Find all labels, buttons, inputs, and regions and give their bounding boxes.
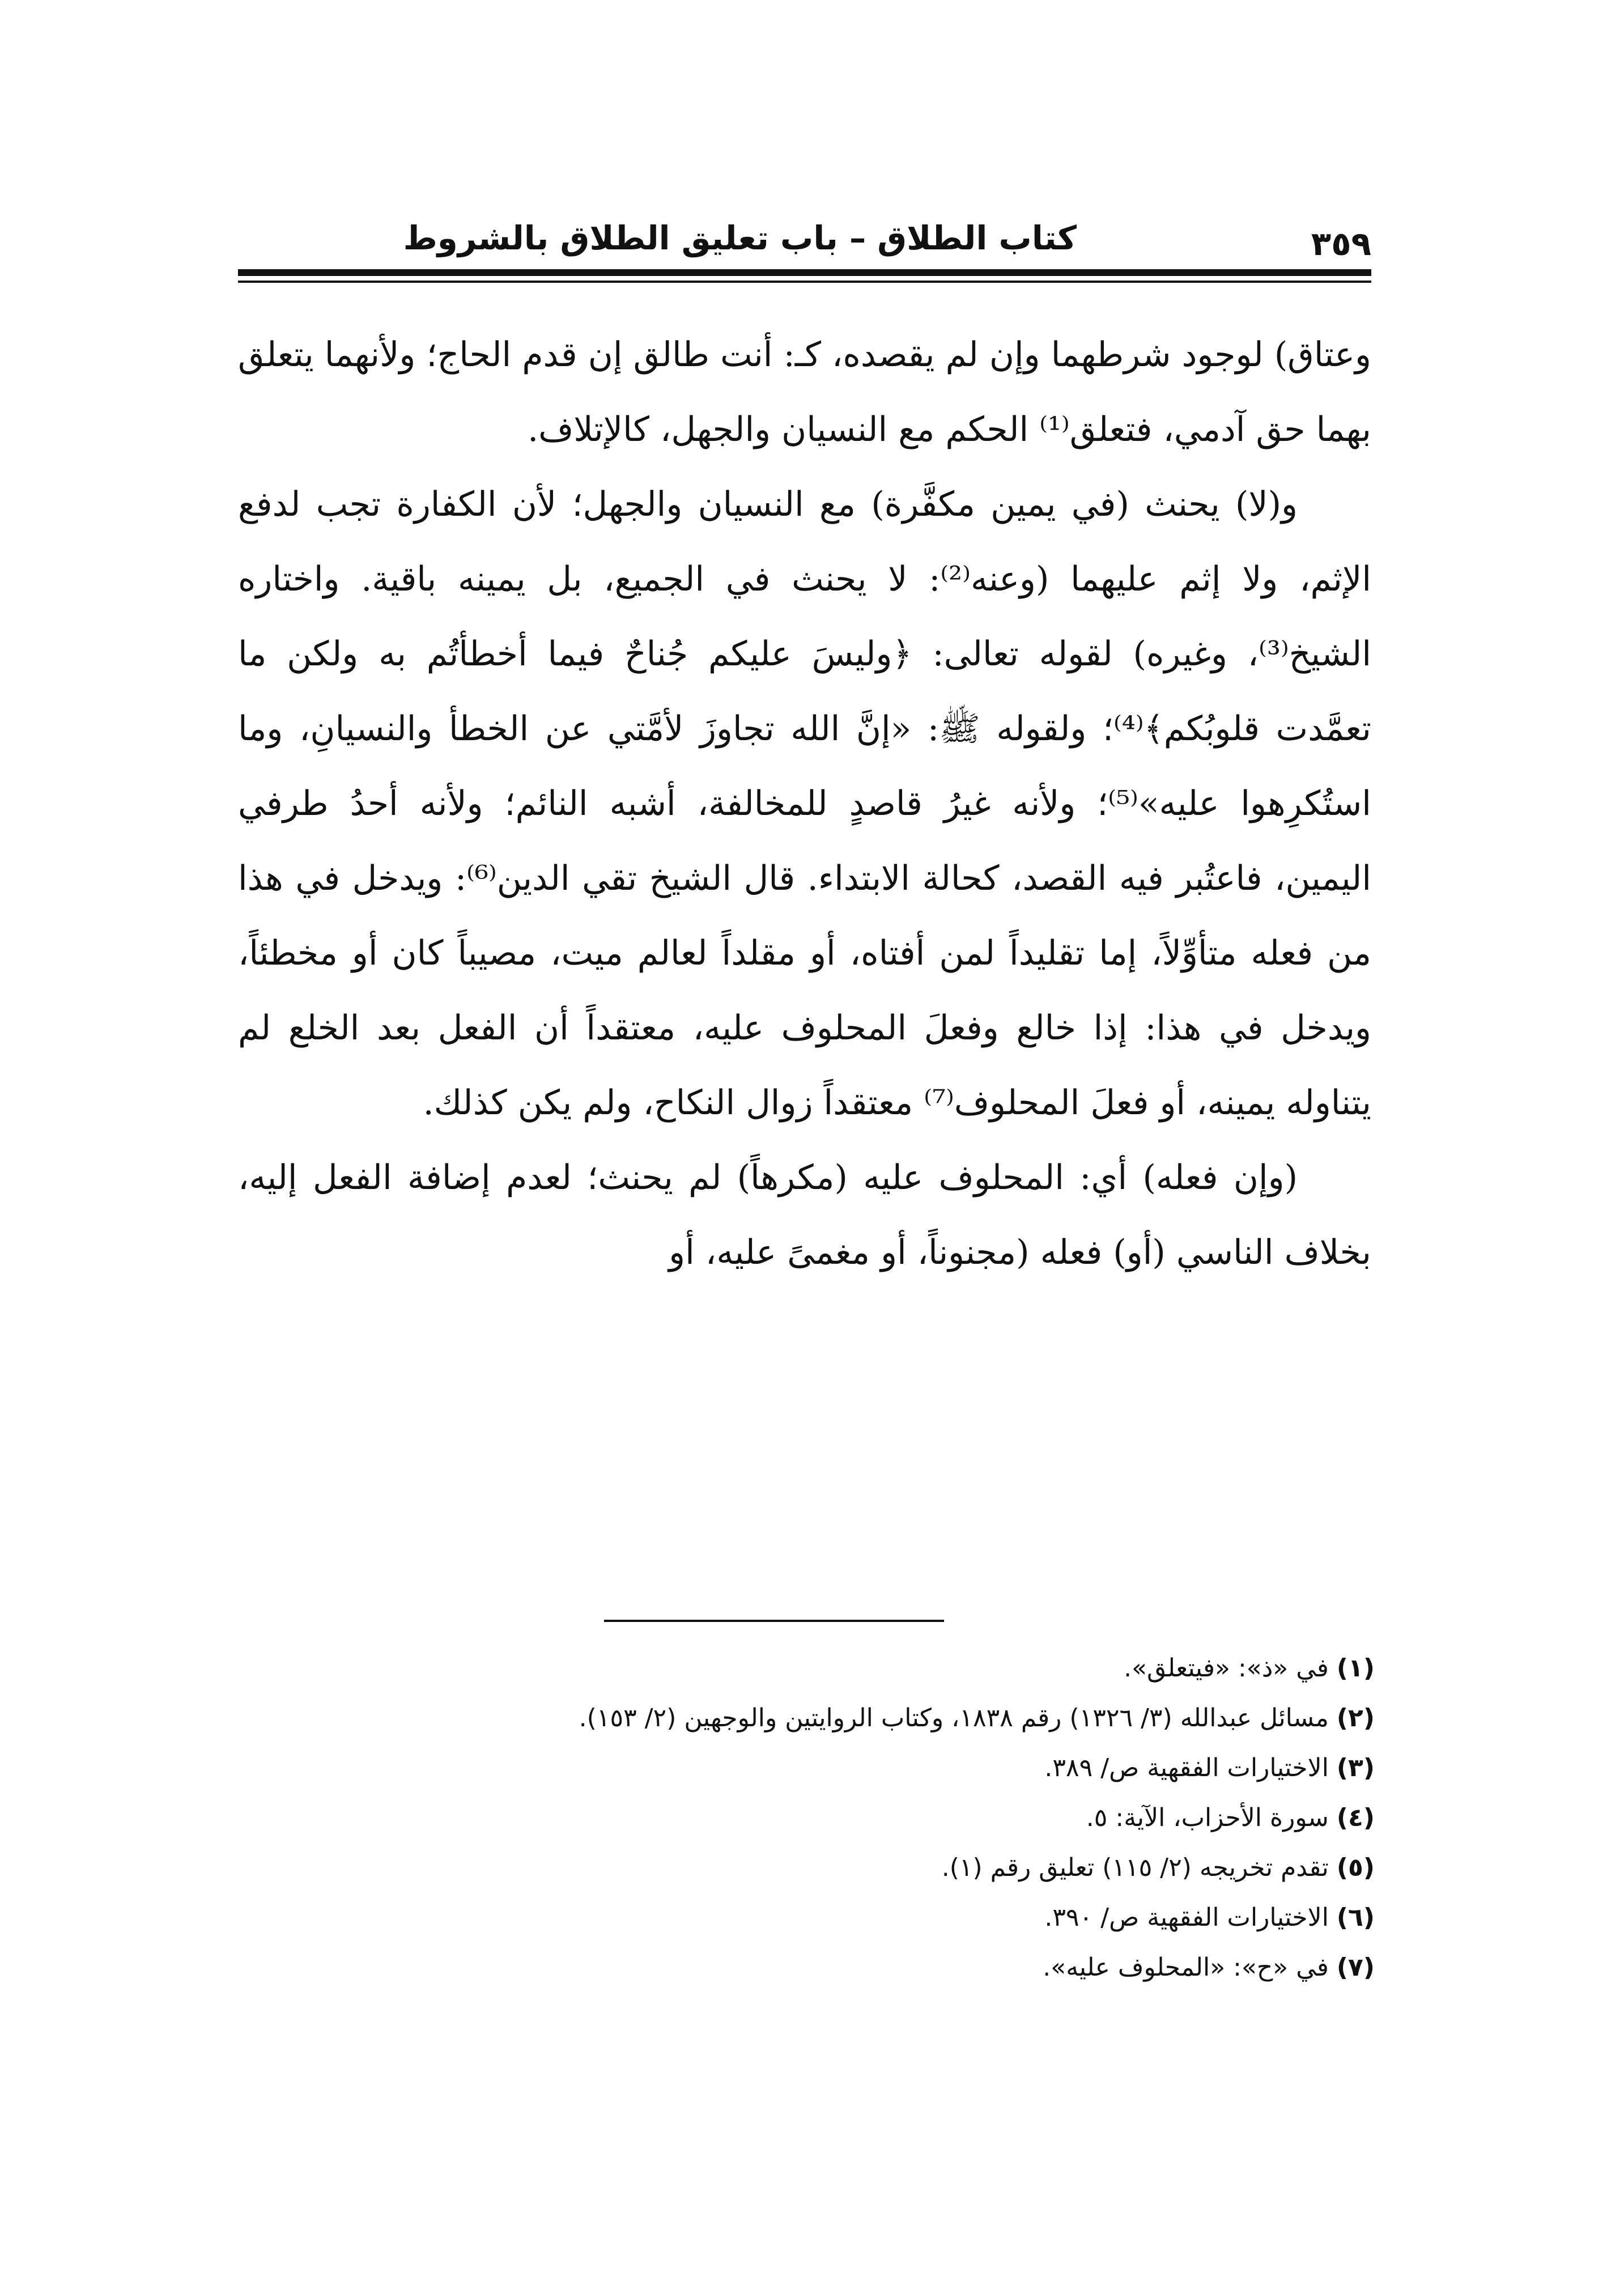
footnote-number: (٢) (1336, 1704, 1375, 1733)
footnote-separator (604, 1620, 944, 1622)
footnote-item (241, 1943, 1375, 1993)
footnotes-list (241, 1644, 1375, 1993)
footnote-item (241, 1743, 1375, 1793)
running-title: كتاب الطلاق – باب تعليق الطلاق بالشروط (403, 219, 1077, 257)
header-rule-thin (238, 281, 1371, 283)
footnote-number: (٧) (1336, 1953, 1375, 1982)
footnote-number: (٣) (1336, 1753, 1375, 1782)
footnote-number: (٥) (1336, 1853, 1375, 1882)
main-text (238, 317, 1371, 1290)
footnote-text: في «ذ»: «فيتعلق». (1124, 1654, 1329, 1683)
footnote-number: (٤) (1336, 1803, 1375, 1832)
page-header (238, 187, 1371, 283)
footnote-text: الاختيارات الفقهية ص/ ٣٨٩. (1044, 1753, 1329, 1782)
footnote-item (241, 1843, 1375, 1893)
footnote-text: في «ح»: «المحلوف عليه». (1043, 1953, 1329, 1982)
header-rule-thick (238, 269, 1371, 276)
paragraph-3: (وإن فعله) أي: المحلوف عليه (مكرهاً) لم يحنث؛ لعدم إضافة الفعل إليه، بخلاف الناسي (أو) فعله (مجنوناً، أو مغمىً عليه، أو (238, 1158, 1371, 1272)
page-number: ٣٥٩ (1311, 224, 1371, 263)
footnote-number: (١) (1336, 1654, 1375, 1683)
footnote-item (241, 1893, 1375, 1943)
footnote-text: تقدم تخريجه (٢/ ١١٥) تعليق رقم (١). (941, 1853, 1329, 1882)
footnote-text: سورة الأحزاب، الآية: ٥. (1086, 1803, 1329, 1832)
footnote-item (241, 1644, 1375, 1693)
footnote-item (241, 1693, 1375, 1743)
footnote-number: (٦) (1336, 1903, 1375, 1932)
paragraph-2: و(لا) يحنث (في يمين مكفَّرة) مع النسيان والجهل؛ لأن الكفارة تجب لدفع الإثم، ولا إثم عليهما (وعنه⁽²⁾: لا يحنث في الجميع، بل يمينه باقية. واختاره الشيخ⁽³⁾، وغيره) لقوله تعالى: ﴿وليسَ عليكم جُناحٌ فيما أخطأتُم به ولكن ما تعمَّدت قلوبُكم﴾⁽⁴⁾؛ ولقوله ﷺ: «إنَّ الله تجاوزَ لأمَّتي عن الخطأ والنسيانِ، وما استُكرِهوا عليه»⁽⁵⁾؛ ولأنه غيرُ قاصدٍ للمخالفة، أشبه النائم؛ ولأنه أحدُ طرفي اليمين، فاعتُبر فيه القصد، كحالة الابتداء. قال الشيخ تقي الدين⁽⁶⁾: ويدخل في هذا من فعله متأوِّلاً، إما تقليداً لمن أفتاه، أو مقلداً لعالم ميت، مصيباً كان أو مخطئاً، ويدخل في هذا: إذا خالع وفعلَ المحلوف عليه، معتقداً أن الفعل بعد الخلع لم يتناوله يمينه، أو فعلَ المحلوف⁽⁷⁾ معتقداً زوال النكاح، ولم يكن كذلك. (238, 485, 1371, 1123)
paragraph-1: وعتاق) لوجود شرطهما وإن لم يقصده، كـ: أنت طالق إن قدم الحاج؛ ولأنهما يتعلق بهما حق آدمي، فتعلق⁽¹⁾ الحكم مع النسيان والجهل، كالإتلاف. (238, 335, 1371, 449)
footnote-text: الاختيارات الفقهية ص/ ٣٩٠. (1044, 1903, 1329, 1932)
footnote-text: مسائل عبدالله (٣/ ١٣٢٦) رقم ١٨٣٨، وكتاب الروايتين والوجهين (٢/ ١٥٣). (579, 1704, 1329, 1733)
footnote-item (241, 1793, 1375, 1843)
